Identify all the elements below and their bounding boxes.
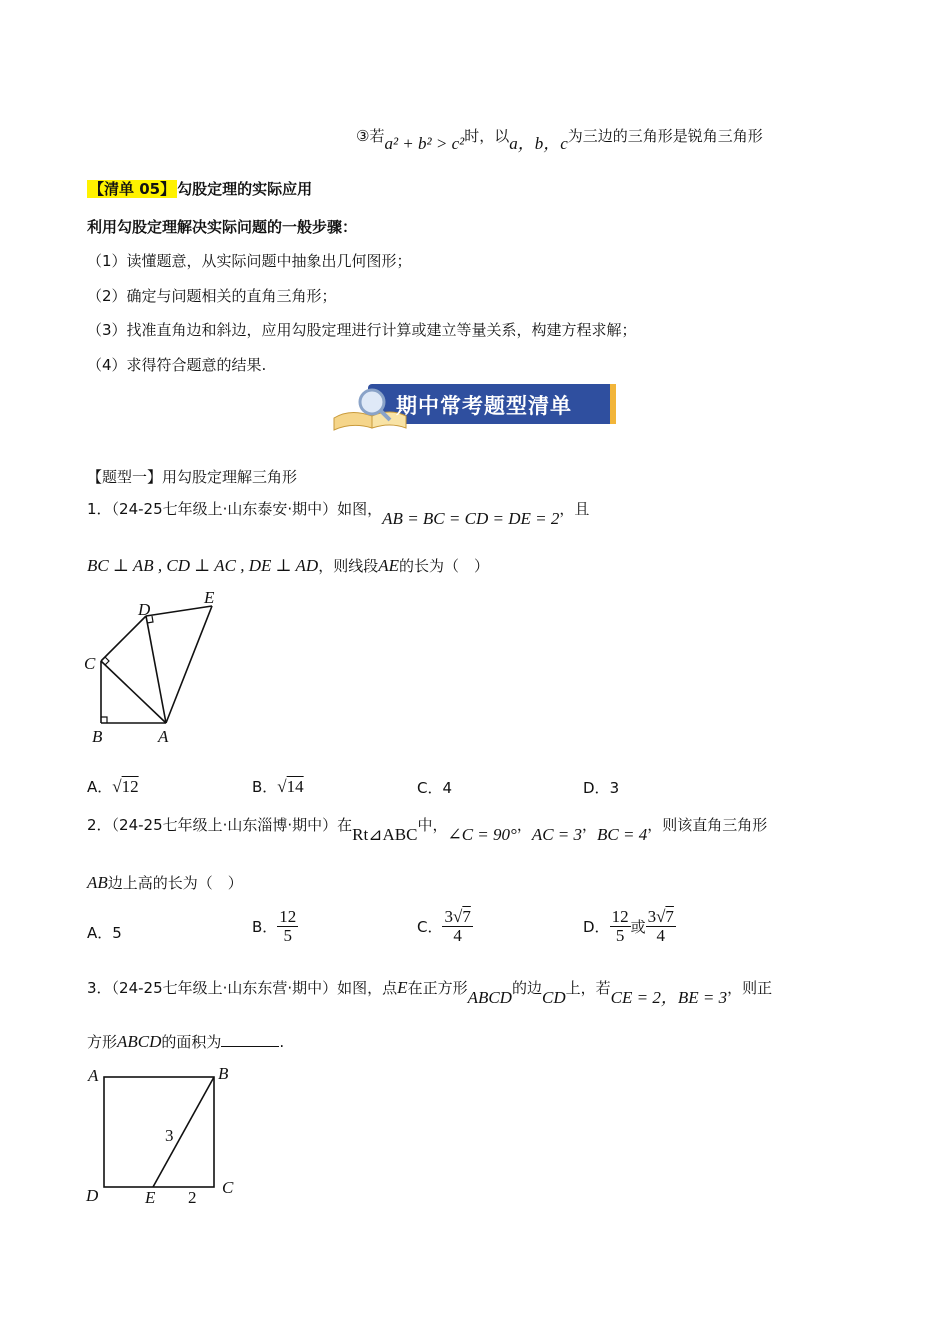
q1-source: （24-25七年级上·山东泰安·期中）如图，: [111, 500, 383, 518]
q2-option-b-num: 12: [279, 907, 297, 926]
q3-in: 在正方形: [407, 979, 468, 997]
q3-label-length-2: 2: [188, 1188, 197, 1207]
q2-line2: [87, 872, 243, 893]
q3-source: （24-25七年级上·山东东营·期中）如图，点: [111, 979, 398, 997]
item3-mid: 时，以: [464, 127, 510, 145]
q1-option-a-radical: √12: [112, 777, 139, 796]
q1-label-c: C: [84, 654, 96, 673]
q1-option-b-label: B．: [252, 778, 278, 796]
q2-option-d-label: D．: [583, 918, 610, 936]
q3-label-d: D: [86, 1186, 99, 1205]
q3-abcd: ABCD: [467, 988, 512, 1007]
q1-figure: [80, 585, 230, 750]
steps-heading: 利用勾股定理解决实际问题的一般步骤：: [87, 218, 358, 236]
q3-label-a: A: [88, 1066, 99, 1085]
q2-option-c-rad: 7: [462, 907, 471, 926]
section05-title: 勾股定理的实际应用: [177, 180, 313, 198]
q3-tail: ，则正: [727, 979, 773, 997]
q3-number: 3．: [87, 979, 112, 997]
q3-label-b: B: [218, 1064, 229, 1083]
q3-line2: [87, 1031, 284, 1052]
q2-option-d[interactable]: [583, 908, 676, 945]
step-2: （2）确定与问题相关的直角三角形；: [87, 287, 337, 305]
q2-option-b-fraction: [277, 908, 298, 945]
q2-option-a-value: 5: [112, 924, 122, 942]
q2-tail: ，则该直角三角形: [647, 816, 768, 834]
q1-expr: AB = BC = CD = DE = 2: [382, 509, 560, 528]
q1-label-b: B: [92, 727, 103, 746]
q2-bc: BC = 4: [597, 825, 648, 844]
q2-angle: ∠C = 90°: [447, 825, 517, 844]
q2-line1: 2．（24-25七年级上·山东淄博·期中）在Rt⊿ABC中，∠C = 90°，AC = 3，BC = 4，则该直角三角形: [87, 816, 768, 844]
q1-option-b-value: 14: [286, 777, 304, 796]
item3-suffix: 为三边的三角形是锐角三角形: [567, 127, 763, 145]
q3-cd: CD: [541, 988, 566, 1007]
q3-e: E: [397, 978, 408, 997]
item3-cond: a² + b² > c²: [384, 134, 465, 153]
q2-option-d-den2: 4: [656, 926, 665, 945]
q3-figure: [96, 1070, 226, 1195]
q3-line2-abcd: ABCD: [117, 1032, 162, 1051]
section05-heading: [87, 178, 312, 199]
q2-option-b-label: B．: [252, 918, 278, 936]
q1-label-e: E: [204, 588, 215, 607]
q2-source: （24-25七年级上·山东淄博·期中）在: [111, 816, 353, 834]
q2-option-d-fraction2: [646, 908, 676, 945]
q2-option-d-rad: 7: [665, 907, 674, 926]
q1-option-a-value: 12: [121, 777, 139, 796]
q2-option-a[interactable]: [87, 922, 122, 943]
q3-line1: [87, 973, 773, 1007]
q3-label-length-3: 3: [165, 1126, 174, 1145]
q1-number: 1．: [87, 500, 112, 518]
q1-option-a[interactable]: [87, 776, 139, 797]
q2-option-b[interactable]: [252, 908, 298, 945]
q3-answer-blank[interactable]: [221, 1032, 279, 1047]
q1-option-a-label: A．: [87, 778, 113, 796]
q2-number: 2．: [87, 816, 112, 834]
q3-ce: CE = 2，: [610, 988, 678, 1007]
q2-option-d-den: 5: [615, 926, 625, 945]
q1-option-d[interactable]: [583, 777, 619, 798]
item3-vars: a，b，c: [509, 134, 568, 153]
q2-option-c-label: C．: [417, 918, 443, 936]
q3-label-e: E: [145, 1188, 156, 1207]
q1-option-c[interactable]: [417, 777, 452, 798]
item3-line: [356, 121, 763, 153]
step-3: （3）找准直角边和斜边，应用勾股定理进行计算或建立等量关系，构建方程求解；: [87, 321, 637, 339]
q1-option-d-value: 3: [609, 779, 620, 797]
q3-label-c: C: [222, 1178, 234, 1197]
q3-line2-end: .: [279, 1033, 285, 1051]
q2-option-d-num2: 3√7: [647, 907, 674, 926]
q2-option-c-fraction: [442, 908, 472, 945]
q3-line2-b: 的面积为: [161, 1033, 222, 1051]
q2-ab: AB: [87, 873, 108, 892]
q2-option-c-den: 4: [453, 926, 462, 945]
q3-line2-a: 方形: [87, 1033, 118, 1051]
q1-label-a: A: [158, 727, 169, 746]
q3-on: 上，若: [565, 979, 611, 997]
q2-option-a-label: A．: [87, 924, 113, 942]
q1-option-c-value: 4: [442, 779, 453, 797]
q2-option-d-or: 或: [630, 918, 646, 936]
q1-line1: [87, 498, 590, 528]
q1-line2-tail: ，则线段: [318, 557, 379, 575]
q1-label-d: D: [138, 600, 151, 619]
q2-option-c-num: 3√7: [444, 907, 471, 926]
q1-option-d-label: D．: [583, 779, 610, 797]
q2-mid: 中，: [417, 816, 448, 834]
step-4: （4）求得符合题意的结果.: [87, 356, 267, 374]
q2-option-c-coef: 3: [444, 907, 453, 926]
q1-line2: [87, 555, 489, 576]
q3-edge: 的边: [511, 979, 542, 997]
q2-ac: AC = 3: [531, 825, 583, 844]
banner-title: 期中常考题型清单: [396, 394, 572, 418]
type1-heading: 【题型一】用勾股定理解三角形: [87, 468, 298, 486]
section-banner: [332, 378, 618, 434]
q2-option-c[interactable]: [417, 908, 473, 945]
section05-tag: 【清单 05】: [89, 180, 176, 198]
q2-option-b-den: 5: [283, 926, 293, 945]
q2-option-d-num: 12: [611, 907, 629, 926]
q3-be: BE = 3: [677, 988, 728, 1007]
q1-option-c-label: C．: [417, 779, 443, 797]
step-1: （1）读懂题意，从实际问题中抽象出几何图形；: [87, 252, 412, 270]
q2-option-d-fraction1: [610, 908, 631, 945]
q1-tail: ，且: [559, 500, 590, 518]
q1-ae: AE: [378, 556, 399, 575]
q1-perp-conditions: BC ⊥ AB , CD ⊥ AC , DE ⊥ AD: [87, 556, 319, 575]
q1-option-b-radical: √14: [277, 777, 304, 796]
q1-option-b[interactable]: [252, 776, 304, 797]
q2-line2-text: 边上高的长为（ ）: [107, 874, 243, 892]
q2-option-d-coef: 3: [647, 907, 657, 926]
item3-prefix: ③若: [356, 127, 385, 145]
q1-line2-end: 的长为（ ）: [399, 557, 490, 575]
q2-rt-triangle: Rt⊿ABC: [352, 825, 418, 844]
